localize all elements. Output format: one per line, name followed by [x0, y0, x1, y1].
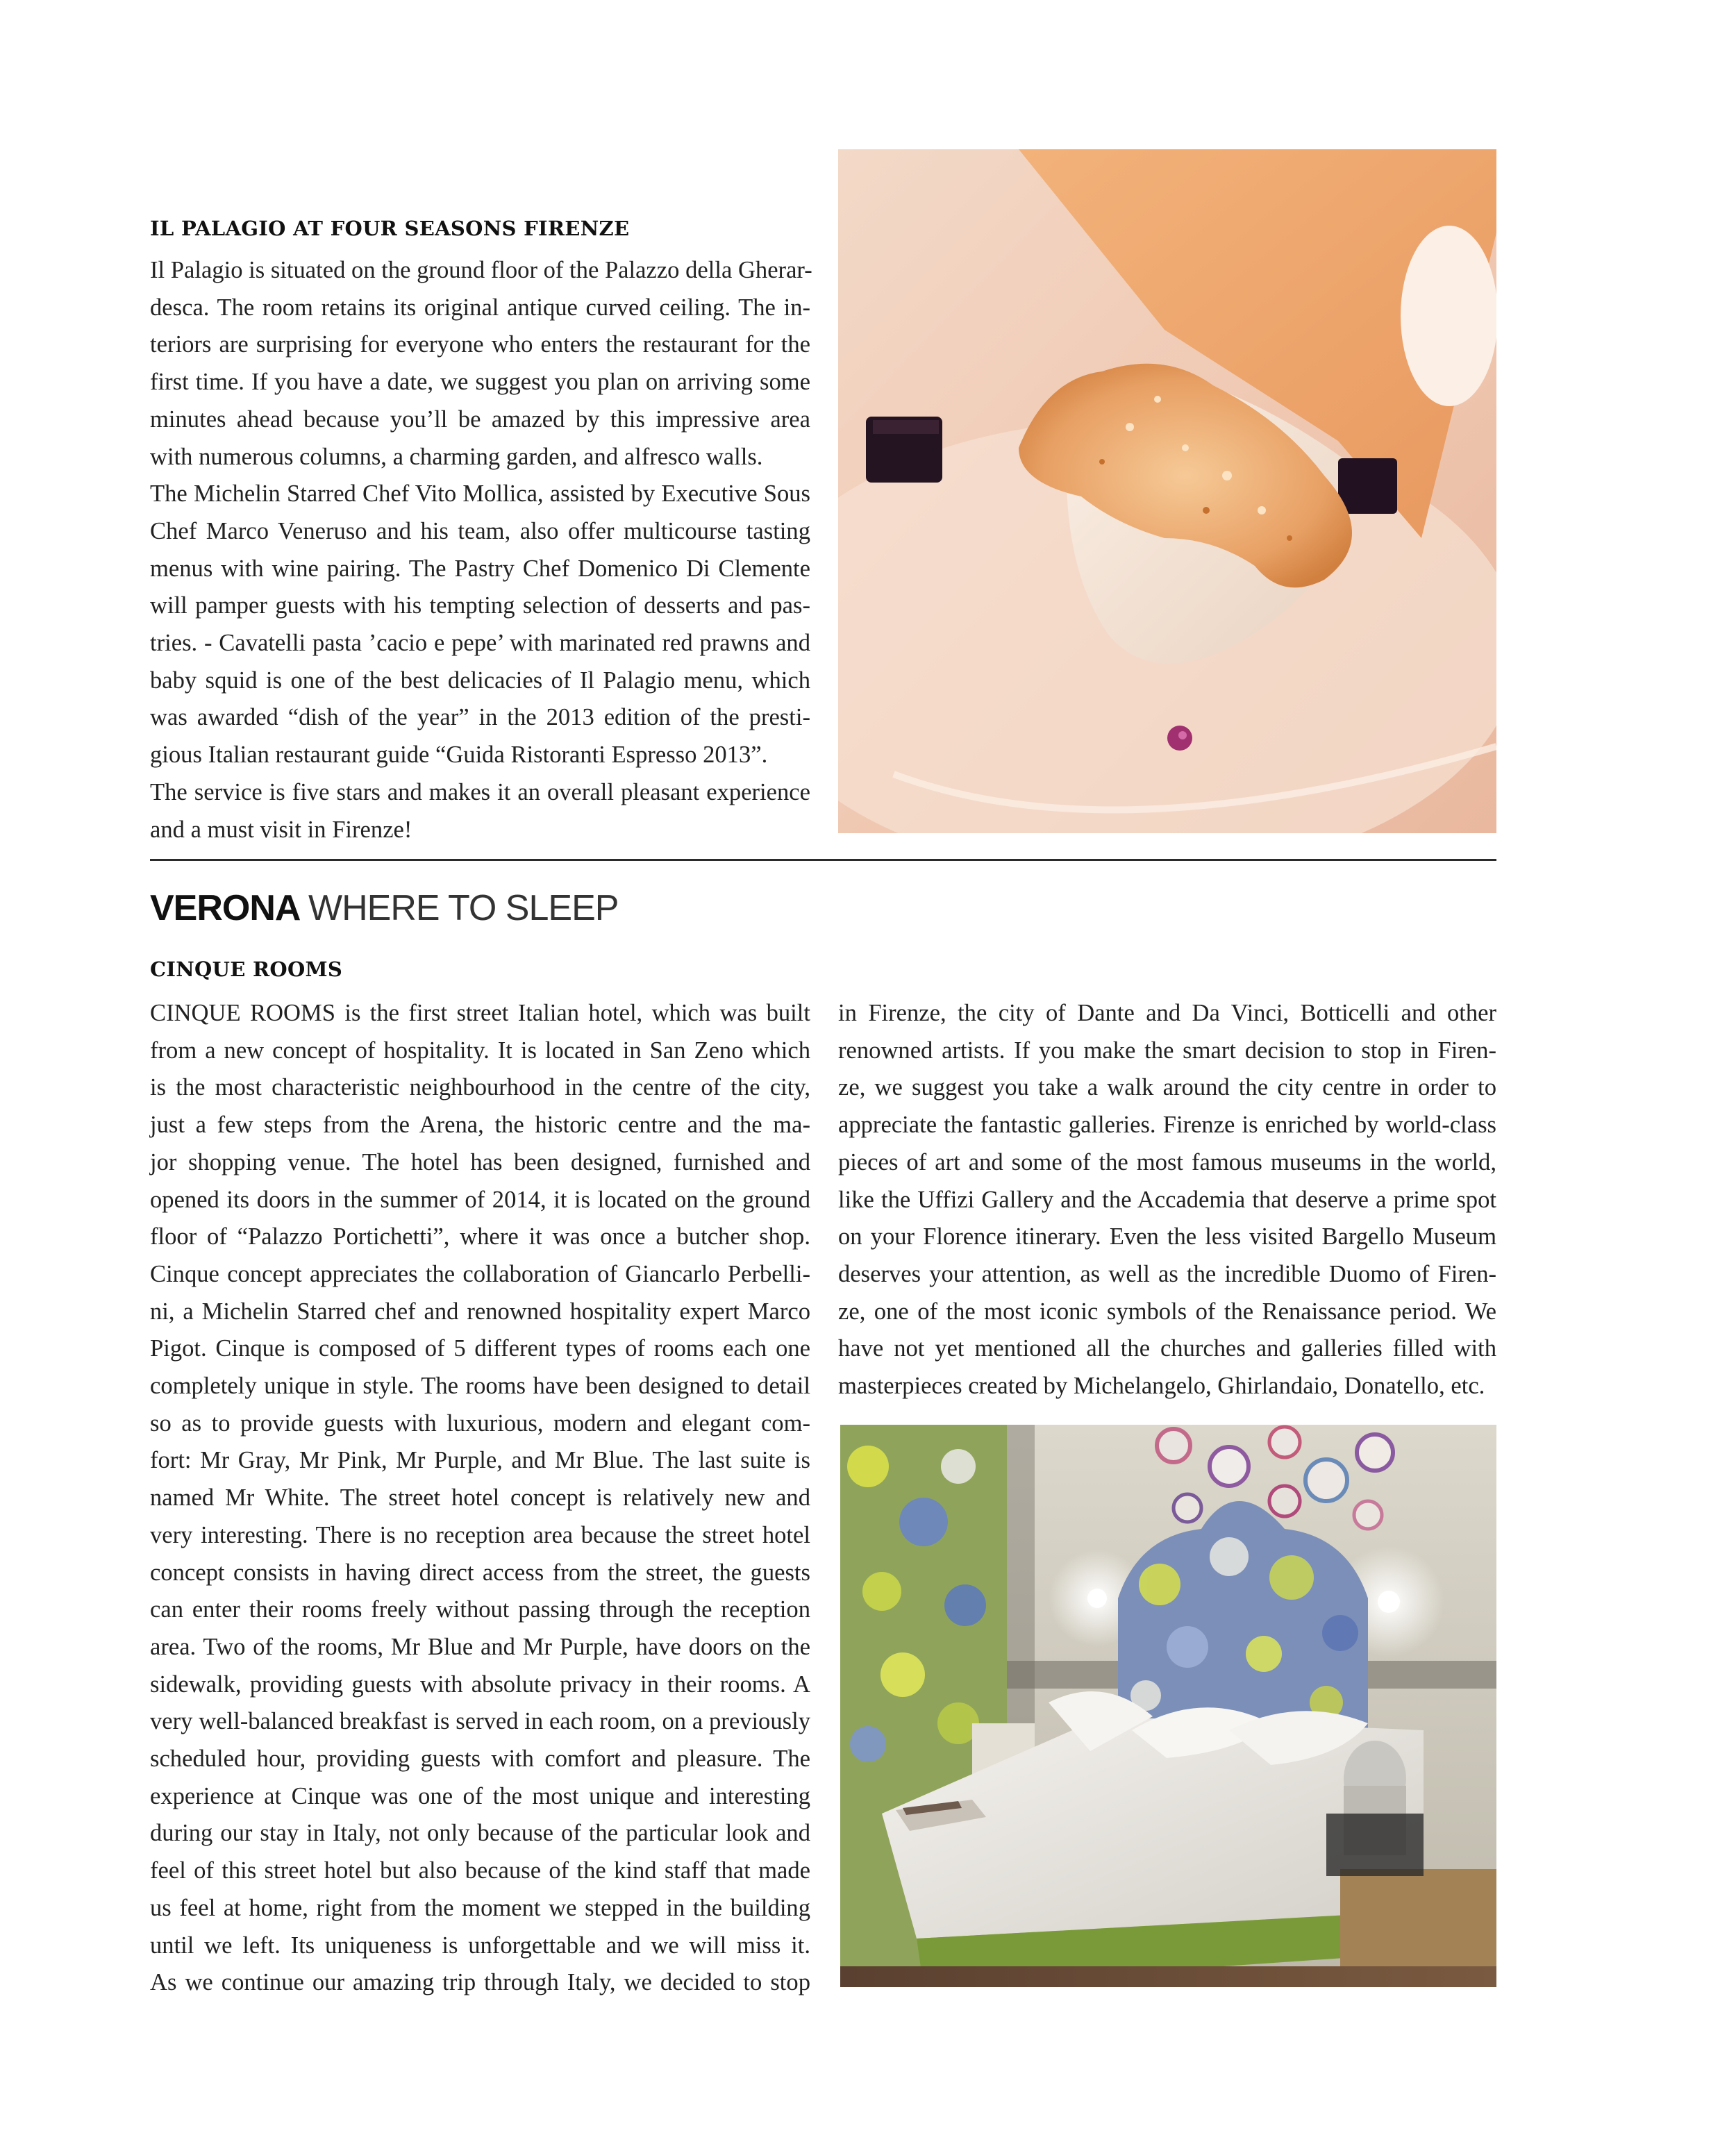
text-line: just a few steps from the Arena, the historic centre and the ma-	[150, 1112, 810, 1139]
text-line: deserves your attention, as well as the incredible Duomo of Firen-	[838, 1260, 1496, 1287]
text-line: masterpieces created by Michelangelo, Ghirlandaio, Donatello, etc.	[838, 1373, 1485, 1400]
section-divider	[150, 859, 1496, 861]
text-line: sidewalk, providing guests with absolute privacy in their rooms. A	[150, 1671, 810, 1698]
text-line: and a must visit in Firenze!	[150, 816, 412, 843]
text-line: floor of “Palazzo Portichetti”, where it was once a butcher shop.	[150, 1223, 810, 1250]
text-line: jor shopping venue. The hotel has been designed, furnished and	[150, 1148, 810, 1175]
section-title	[150, 887, 618, 929]
text-line: have not yet mentioned all the churches and galleries filled with	[838, 1335, 1496, 1362]
text-line: As we continue our amazing trip through Italy, we decided to stop	[150, 1969, 810, 1996]
text-line: teriors are surprising for everyone who enters the restaurant for the	[150, 331, 810, 358]
text-line: like the Uffizi Gallery and the Accademia that deserve a prime spot	[838, 1186, 1496, 1213]
section-title-bold: VERONA	[150, 888, 299, 928]
text-line: appreciate the fantastic galleries. Firenze is enriched by world-class	[838, 1112, 1496, 1139]
text-line: scheduled hour, providing guests with comfort and pleasure. The	[150, 1746, 810, 1773]
text-line: was awarded “dish of the year” in the 2013 edition of the presti-	[150, 704, 810, 731]
text-line: pieces of art and some of the most famous museums in the world,	[838, 1148, 1496, 1175]
text-line: gious Italian restaurant guide “Guida Ristoranti Espresso 2013”.	[150, 742, 768, 769]
text-line: ni, a Michelin Starred chef and renowned hospitality expert Marco	[150, 1298, 810, 1325]
text-line: concept consists in having direct access from the street, the guests	[150, 1559, 810, 1586]
article-heading-cinque-rooms: CINQUE ROOMS	[150, 957, 343, 981]
article-body-il-palagio	[150, 252, 810, 848]
text-line: area. Two of the rooms, Mr Blue and Mr Purple, have doors on the	[150, 1633, 810, 1660]
text-line: on your Florence itinerary. Even the less visited Bargello Museum	[838, 1223, 1496, 1250]
text-line: Cinque concept appreciates the collaboration of Giancarlo Perbelli-	[150, 1260, 810, 1287]
hotel-room-photo	[840, 1425, 1496, 1987]
text-line: so as to provide guests with luxurious, modern and elegant com-	[150, 1409, 810, 1437]
text-line: in Firenze, the city of Dante and Da Vinci, Botticelli and other	[838, 1000, 1496, 1026]
text-line: during our stay in Italy, not only because of the particular look and	[150, 1820, 810, 1847]
text-line: desca. The room retains its original antique curved ceiling. The in-	[150, 294, 810, 321]
text-line: is the most characteristic neighbourhood in the centre of the city,	[150, 1074, 810, 1101]
text-line: very interesting. There is no reception area because the street hotel	[150, 1521, 810, 1548]
text-line: very well-balanced breakfast is served in each room, on a previously	[150, 1708, 810, 1735]
text-line: baby squid is one of the best delicacies of Il Palagio menu, which	[150, 667, 810, 694]
text-line: tries. - Cavatelli pasta ’cacio e pepe’ with marinated red prawns and	[150, 630, 810, 657]
text-line: minutes ahead because you’ll be amazed by this impressive area	[150, 405, 810, 433]
text-line: The service is five stars and makes it an overall pleasant experience	[150, 778, 810, 805]
text-line: experience at Cinque was one of the most unique and interesting	[150, 1782, 810, 1809]
text-line: Pigot. Cinque is composed of 5 different types of rooms each one	[150, 1335, 810, 1362]
article-heading-il-palagio: IL PALAGIO AT FOUR SEASONS FIRENZE	[150, 217, 630, 240]
section-title-light: WHERE TO SLEEP	[308, 888, 619, 928]
text-line: feel of this street hotel but also because of the kind staff that made	[150, 1857, 810, 1884]
text-line: can enter their rooms freely without passing through the reception	[150, 1596, 810, 1623]
text-line: The Michelin Starred Chef Vito Mollica, assisted by Executive Sous	[150, 480, 810, 508]
text-line: opened its doors in the summer of 2014, it is located on the ground	[150, 1186, 810, 1213]
text-line: menus with wine pairing. The Pastry Chef Domenico Di Clemente	[150, 555, 810, 582]
text-line: ze, one of the most iconic symbols of the Renaissance period. We	[838, 1298, 1496, 1325]
text-line: named Mr White. The street hotel concept is relatively new and	[150, 1484, 810, 1512]
text-line: Il Palagio is situated on the ground floor of the Palazzo della Gherar-	[150, 257, 812, 283]
text-line: will pamper guests with his tempting selection of desserts and pas-	[150, 592, 810, 619]
text-line: from a new concept of hospitality. It is located in San Zeno which	[150, 1037, 810, 1064]
text-line: with numerous columns, a charming garden, and alfresco walls.	[150, 443, 763, 470]
text-line: CINQUE ROOMS is the first street Italian hotel, which was built	[150, 1000, 810, 1026]
text-line: first time. If you have a date, we suggest you plan on arriving some	[150, 369, 810, 396]
text-line: completely unique in style. The rooms have been designed to detail	[150, 1373, 810, 1400]
dessert-photo	[838, 149, 1496, 833]
article-body-cinque-rooms-left	[150, 995, 810, 2002]
text-line: Chef Marco Veneruso and his team, also offer multicourse tasting	[150, 517, 810, 544]
text-line: renowned artists. If you make the smart decision to stop in Firen-	[838, 1037, 1496, 1064]
text-line: ze, we suggest you take a walk around the city centre in order to	[838, 1074, 1496, 1101]
text-line: until we left. Its uniqueness is unforgettable and we will miss it.	[150, 1932, 810, 1959]
article-body-cinque-rooms-right	[838, 995, 1496, 1405]
text-line: fort: Mr Gray, Mr Pink, Mr Purple, and Mr Blue. The last suite is	[150, 1447, 810, 1474]
text-line: us feel at home, right from the moment we stepped in the building	[150, 1894, 810, 1921]
